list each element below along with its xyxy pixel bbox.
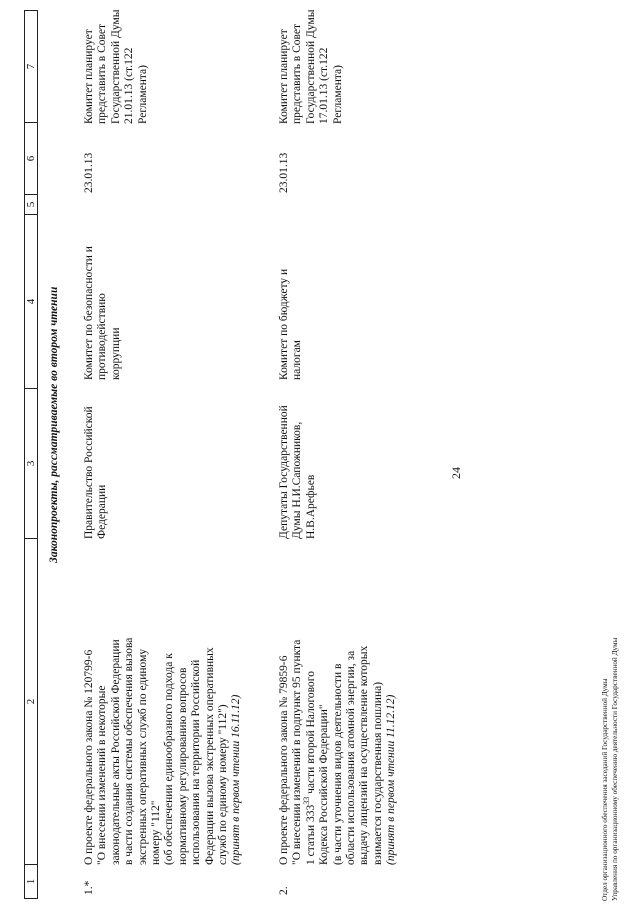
desc-line: Федерации вызова экстренных оперативных	[203, 647, 216, 865]
superscript: 33	[301, 796, 311, 805]
desc-line: экстренных оперативных служб по единому	[136, 648, 149, 865]
desc-line: Кодекса Российской Федерации"	[318, 704, 331, 865]
first-reading-note: (принят в первом чтении 16.11.12)	[230, 694, 243, 865]
column-number: 2	[25, 538, 37, 864]
column-number: 5	[25, 194, 37, 214]
desc-text: части второй Налогового	[304, 671, 317, 797]
desc-line: использования на территории Российской	[190, 659, 203, 865]
column-number-row	[24, 10, 38, 899]
desc-line: нормативному регулированию вопросов	[176, 667, 189, 865]
footer	[600, 638, 620, 901]
column-number: 6	[25, 122, 37, 194]
bill-description	[278, 540, 399, 865]
desc-line	[301, 540, 318, 865]
row-number: 1.*	[83, 880, 95, 895]
review-date: 23.01.13	[83, 152, 95, 193]
committee-plan: Комитет планирует представить в Совет Государственной Думы 17.01.13 (ст.122 Регламента)	[278, 9, 344, 124]
responsible-committee: Комитет по бюджету и налогам	[278, 268, 304, 380]
column-number: 7	[25, 63, 37, 70]
section-title: Законопроекты, рассматриваемые во втором чтении	[48, 286, 60, 563]
column-number: 3	[25, 388, 37, 538]
page-number: 24	[449, 467, 463, 479]
bill-title: О проекте федерального закона № 79859-6	[278, 655, 290, 865]
row-number: 2.	[278, 886, 290, 895]
desc-line: взимается государственная пошлина)	[371, 681, 384, 865]
desc-line: в части создания системы обеспечения вызова	[123, 637, 136, 865]
bill-author: Депутаты Государственной Думы Н.И.Сапожников, Н.В.Арефьев	[278, 405, 317, 539]
responsible-committee: Комитет по безопасности и противодействию коррупции	[83, 246, 122, 380]
column-number: 4	[25, 214, 37, 388]
review-date: 23.01.13	[278, 152, 290, 193]
footer-line: Управления по организационному обеспечению деятельности Государственной Думы	[611, 637, 619, 901]
desc-line: номеру "112"	[150, 800, 163, 865]
desc-line: законодательные акты Российской Федерации	[109, 639, 122, 865]
desc-line: области использования атомной энергии, за	[345, 650, 358, 865]
committee-plan: Комитет планирует представить в Совет Государственной Думы 21.01.13 (ст.122 Регламента)	[83, 9, 149, 124]
first-reading-note: (принят в первом чтении 11.12.12)	[385, 694, 398, 865]
footer-line: Отдел организационного обеспечения заседаний Государственной Думы	[601, 678, 609, 901]
bill-description	[83, 540, 244, 865]
desc-line: выдачу лицензий на осуществление которых	[358, 645, 371, 865]
desc-line: "О внесении изменений в подпункт 95 пункта	[291, 639, 304, 865]
desc-line: "О внесении изменений в некоторые	[96, 685, 109, 865]
desc-line: служб по единому номеру "112")	[217, 704, 230, 865]
desc-text: 1 статьи 333	[304, 804, 317, 865]
bill-title: О проекте федерального закона № 120799-6	[83, 649, 95, 865]
column-number: 1	[25, 864, 37, 898]
desc-line: (об обеспечении единообразного подхода к	[163, 653, 176, 865]
desc-line: (в части уточнения видов деятельности в	[331, 663, 344, 865]
bill-author: Правительство Российской Федерации	[83, 406, 109, 539]
